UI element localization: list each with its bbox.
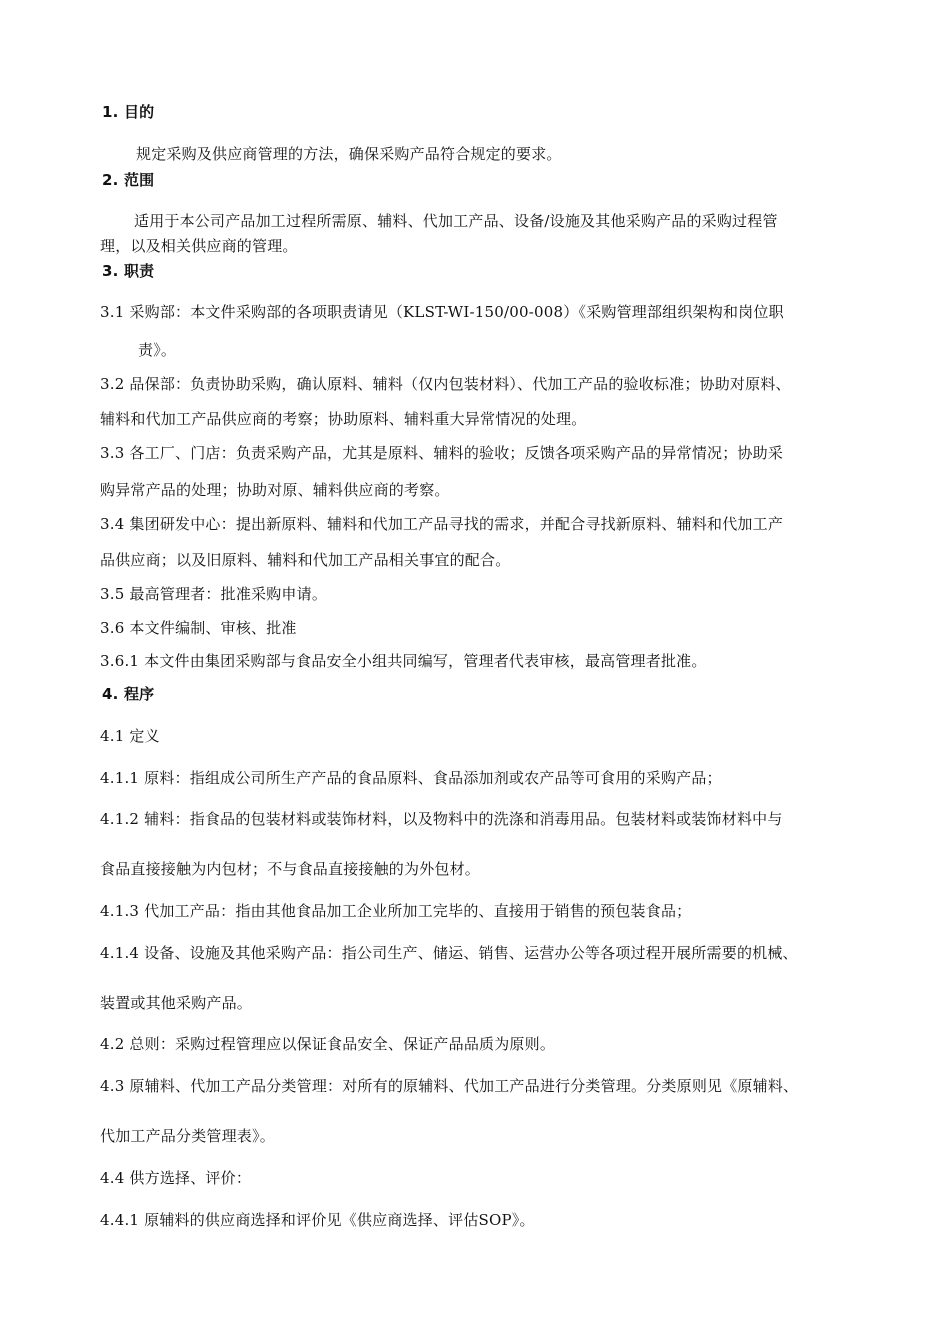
paragraph-scope-line1: 适用于本公司产品加工过程所需原、辅料、代加工产品、设备/设施及其他采购产品的采购过程管 [134,212,778,230]
item-4-1-2: 4.1.2 辅料：指食品的包装材料或装饰材料，以及物料中的洗涤和消毒用品。包装材料或装饰材料中与 [100,810,783,828]
heading-procedure: 4. 程序 [102,685,155,703]
item-4-1-2-cont: 食品直接接触为内包材；不与食品直接接触的为外包材。 [100,860,481,878]
item-4-1: 4.1 定义 [100,727,160,745]
paragraph-purpose: 规定采购及供应商管理的方法，确保采购产品符合规定的要求。 [136,145,562,163]
item-3-4-cont: 品供应商；以及旧原料、辅料和代加工产品相关事宜的配合。 [100,551,511,569]
item-4-2: 4.2 总则：采购过程管理应以保证食品安全、保证产品品质为原则。 [100,1035,556,1053]
paragraph-scope-line2: 理，以及相关供应商的管理。 [100,237,298,255]
item-3-2-cont: 辅料和代加工产品供应商的考察；协助原料、辅料重大异常情况的处理。 [100,410,587,428]
item-3-6-1: 3.6.1 本文件由集团采购部与食品安全小组共同编写，管理者代表审核，最高管理者批准。 [100,652,707,670]
item-4-1-4: 4.1.4 设备、设施及其他采购产品：指公司生产、储运、销售、运营办公等各项过程开展所需要的机械、 [100,944,798,962]
item-4-1-4-cont: 装置或其他采购产品。 [100,994,253,1012]
item-3-5: 3.5 最高管理者：批准采购申请。 [100,585,328,603]
heading-responsibility: 3. 职责 [102,262,155,280]
item-3-2: 3.2 品保部：负责协助采购，确认原料、辅料（仅内包装材料）、代加工产品的验收标准；协助对原料、 [100,375,791,393]
item-3-1: 3.1 采购部：本文件采购部的各项职责请见（KLST-WI-150/00-008）《采购管理部组织架构和岗位职 [100,303,784,321]
heading-scope: 2. 范围 [102,171,155,189]
item-4-3-cont: 代加工产品分类管理表》。 [100,1127,275,1145]
item-3-3: 3.3 各工厂、门店：负责采购产品，尤其是原料、辅料的验收；反馈各项采购产品的异常情况；协助采 [100,444,784,462]
heading-purpose: 1. 目的 [102,103,155,121]
item-4-1-3: 4.1.3 代加工产品：指由其他食品加工企业所加工完毕的、直接用于销售的预包装食品； [100,902,692,920]
item-4-4: 4.4 供方选择、评价： [100,1169,252,1187]
item-3-6: 3.6 本文件编制、审核、批准 [100,619,297,637]
item-4-3: 4.3 原辅料、代加工产品分类管理：对所有的原辅料、代加工产品进行分类管理。分类原则见《原辅料、 [100,1077,799,1095]
item-4-4-1: 4.4.1 原辅料的供应商选择和评价见《供应商选择、评估SOP》。 [100,1211,535,1229]
item-4-1-1: 4.1.1 原料：指组成公司所生产产品的食品原料、食品添加剂或农产品等可食用的采购产品； [100,769,722,787]
item-3-1-cont: 责》。 [138,341,177,359]
item-3-3-cont: 购异常产品的处理；协助对原、辅料供应商的考察。 [100,481,450,499]
item-3-4: 3.4 集团研发中心：提出新原料、辅料和代加工产品寻找的需求，并配合寻找新原料、辅料和代加工产 [100,515,784,533]
